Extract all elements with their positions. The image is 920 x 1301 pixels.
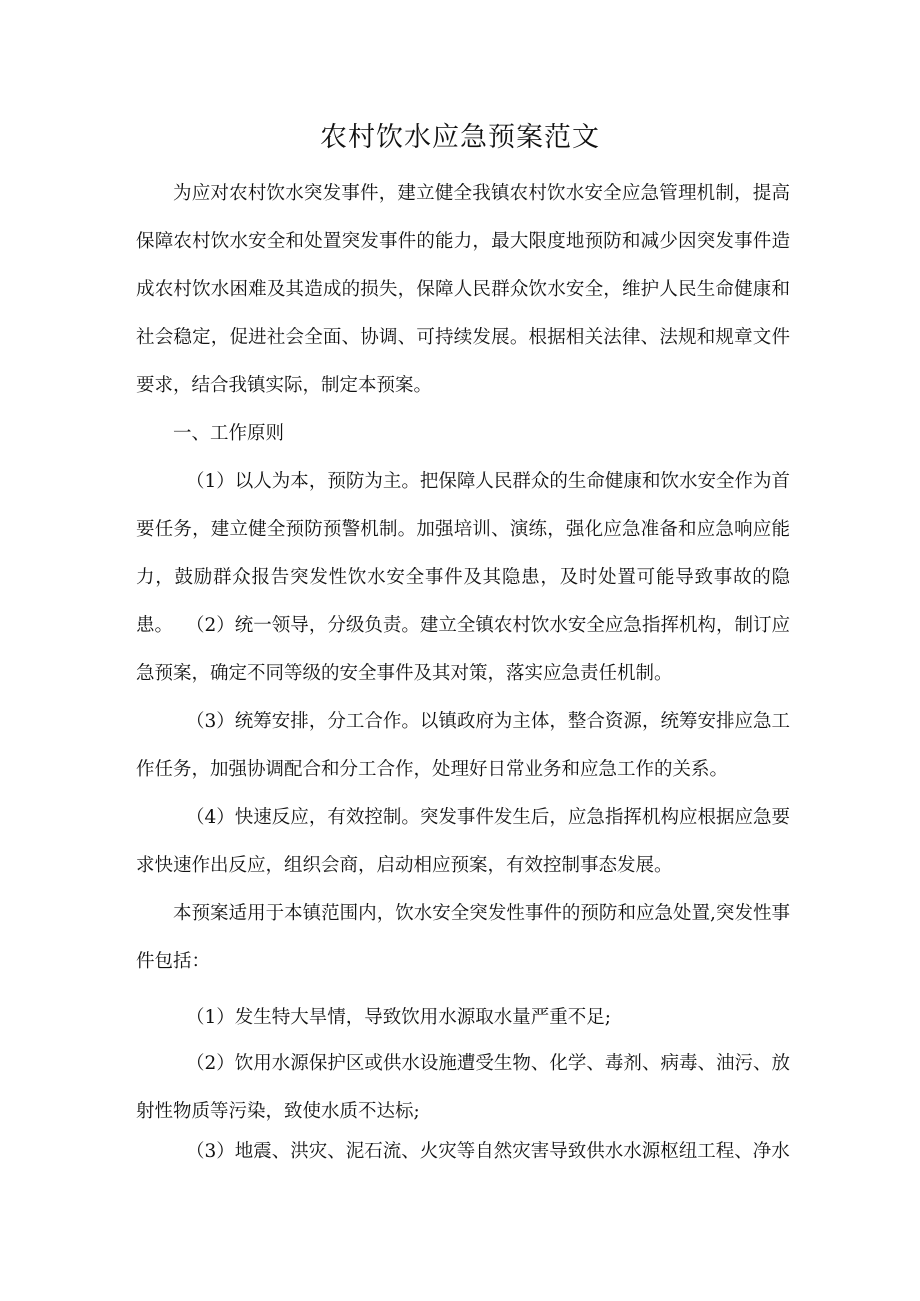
- event-item-1: （1）发生特大旱情，导致饮用水源取水量严重不足;: [186, 1007, 612, 1028]
- principle-paragraph-4: （4）快速反应，有效控制。突发事件发生后，应急指挥机构应根据应急要求快速作出反应，组织会商，启动相应预案，有效控制事态发展。: [136, 807, 790, 876]
- document-title: 农村饮水应急预案范文: [320, 122, 600, 153]
- principle-paragraph-3: （3）统筹安排，分工合作。以镇政府为主体，整合资源，统筹安排应急工作任务，加强协调配合和分工合作，处理好日常业务和应急工作的关系。: [136, 711, 790, 780]
- event-item-2: （2）饮用水源保护区或供水设施遭受生物、化学、毒剂、病毒、油污、放射性物质等污染，致使水质不达标;: [136, 1053, 790, 1122]
- intro-paragraph: 为应对农村饮水突发事件，建立健全我镇农村饮水安全应急管理机制，提高保障农村饮水安全和处置突发事件的能力，最大限度地预防和减少因突发事件造成农村饮水困难及其造成的损失，保障人民群众饮水安全，维护人民生命健康和社会稳定，促进社会全面、协调、可持续发展。根据相关法律、法规和规章文件要求，结合我镇实际，制定本预案。: [136, 183, 790, 396]
- principle-paragraph-2: （2）统一领导，分级负责。建立全镇农村饮水安全应急指挥机构，制订应急预案，确定不同等级的安全事件及其对策，落实应急责任机制。: [136, 615, 790, 684]
- principle-paragraph-1: （1）以人为本，预防为主。把保障人民群众的生命健康和饮水安全作为首要任务，建立健全预防预警机制。加强培训、演练，强化应急准备和应急响应能力，鼓励群众报告突发性饮水安全事件及其隐患，及时处置可能导致事故的隐患。: [136, 471, 790, 636]
- section-heading-work-principles: 一、工作原则: [173, 423, 285, 444]
- scope-paragraph: 本预案适用于本镇范围内，饮水安全突发性事件的预防和应急处置,突发性事件包括：: [136, 903, 790, 972]
- event-item-3: （3）地震、洪灾、泥石流、火灾等自然灾害导致供水水源枢纽工程、净水: [186, 1141, 790, 1162]
